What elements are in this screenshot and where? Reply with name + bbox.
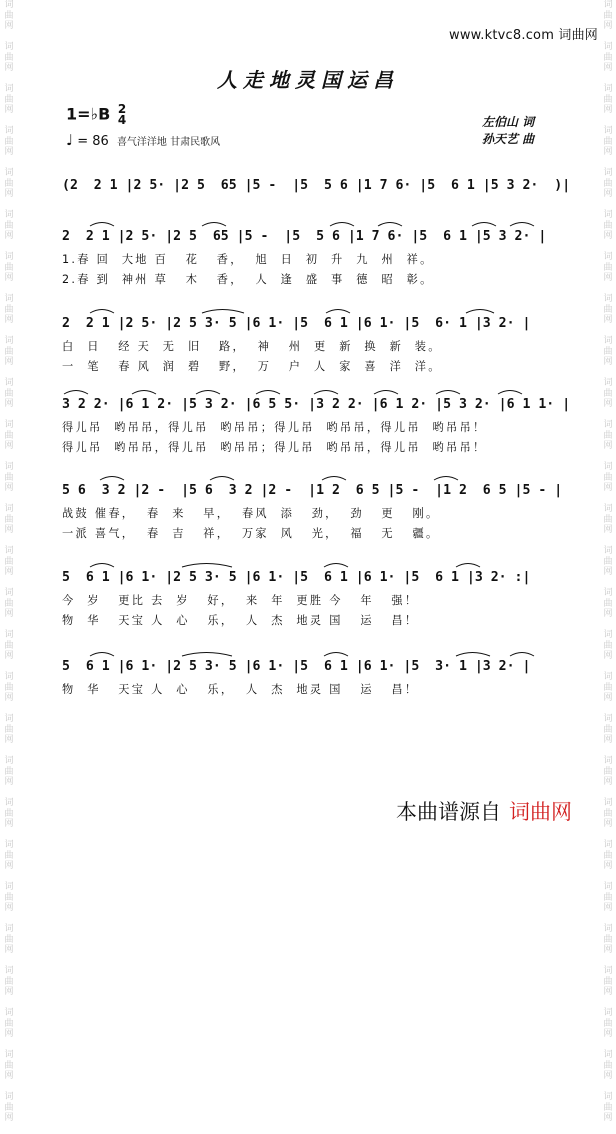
key-label: 1=♭B	[66, 104, 111, 124]
lyric-verse-1: 今 岁 更比 去 岁 好， 来 年 更胜 今 年 强！	[62, 594, 419, 607]
site-url[interactable]: www.ktvc8.com 词曲网	[448, 28, 598, 43]
lyric-verse-2: 得儿吊 哟吊吊，得儿吊 哟吊吊；得儿吊 哟吊吊，得儿吊 哟吊吊！	[62, 441, 487, 454]
watermark-left: 词 曲 网 词 曲 网 词 曲 网 词 曲 网 词 曲 网 词 曲 网 词 曲 网 词 曲 网 词 曲 网 词 曲 网 词 曲 网 词 曲 网 词 曲 网 词 曲 网 词 曲 网 词 曲 网 词 曲 网 词 曲 网 词 曲 网 词 曲 网 词 曲 网 词 曲 网 词 曲 网 词 曲 网 词 曲 网 词 曲 网 词 曲 网	[4, 0, 14, 1123]
slur-marks	[62, 560, 558, 568]
slur-marks	[62, 649, 558, 657]
source-text: 本曲谱源自	[396, 800, 501, 824]
lyric-verse-2: 物 华 天宝 人 心 乐， 人 杰 地灵 国 运 昌！	[62, 614, 419, 627]
lyric-verse-1: 物 华 天宝 人 心 乐， 人 杰 地灵 国 运 昌！	[62, 683, 419, 696]
slur-marks	[62, 473, 558, 481]
notation-line: 3 2 2· |6 1 2· |5 3 2· |6 5 5· |3 2 2· |6 1 2· |5 3 2· |6 1 1· |	[62, 397, 571, 412]
slur-marks	[62, 387, 558, 395]
tempo-value: = 86	[77, 134, 109, 149]
notation-line: 2 2 1 |2 5· |2 5 3· 5 |6 1· |5 6 1 |6 1· |5 6· 1 |3 2· |	[62, 316, 531, 331]
lyric-verse-1: 1.春 回 大地 百 花 香， 旭 日 初 升 九 州 祥。	[62, 253, 434, 266]
score-row-1	[62, 225, 558, 288]
lyric-verse-1: 得儿吊 哟吊吊，得儿吊 哟吊吊；得儿吊 哟吊吊，得儿吊 哟吊吊！	[62, 421, 487, 434]
tempo-marking	[66, 131, 220, 149]
lyric-verse-2: 2.春 到 神州 草 木 香， 人 逢 盛 事 德 昭 彰。	[62, 273, 434, 286]
notation-line: 2 2 1 |2 5· |2 5 65 |5 - |5 5 6 |1 7 6· |5 6 1 |5 3 2· |	[62, 229, 547, 244]
score-row-6	[62, 655, 558, 698]
lyric-verse-1: 白 日 经 天 无 旧 路， 神 州 更 新 换 新 装。	[62, 340, 442, 353]
slur-marks	[62, 306, 558, 314]
score-row-2	[62, 312, 558, 375]
brand-logo[interactable]: 词曲网	[509, 800, 572, 824]
time-bottom: 4	[117, 113, 127, 127]
key-signature	[66, 104, 126, 126]
score-row-3	[62, 393, 571, 456]
lyric-verse-2: 一 笔 春 风 润 碧 野， 万 户 人 家 喜 洋 洋。	[62, 360, 442, 373]
watermark-right: 词 曲 网 词 曲 网 词 曲 网 词 曲 网 词 曲 网 词 曲 网 词 曲 网 词 曲 网 词 曲 网 词 曲 网 词 曲 网 词 曲 网 词 曲 网 词 曲 网 词 曲 网 词 曲 网 词 曲 网 词 曲 网 词 曲 网 词 曲 网 词 曲 网 词 曲 网 词 曲 网 词 曲 网 词 曲 网 词 曲 网 词 曲 网	[603, 0, 613, 1123]
notation-line: (2 2 1 |2 5· |2 5 65 |5 - |5 5 6 |1 7 6· |5 6 1 |5 3 2· )|	[62, 178, 571, 193]
time-signature	[118, 104, 126, 126]
quarter-note-icon: ♩	[66, 131, 74, 149]
lyric-verse-2: 一派 喜气， 春 吉 祥， 万家 风 光， 福 无 疆。	[62, 527, 440, 540]
source-footer	[396, 796, 572, 826]
slur-marks	[62, 219, 558, 227]
song-title: 人走地灵国运昌	[217, 68, 399, 92]
notation-line: 5 6 3 2 |2 - |5 6 3 2 |2 - |1 2 6 5 |5 - |1 2 6 5 |5 - |	[62, 483, 563, 498]
score-row-5	[62, 566, 558, 629]
composer-credit: 孙天艺 曲	[482, 132, 535, 146]
lyricist-credit: 左伯山 词	[482, 115, 535, 129]
score-row-4	[62, 479, 563, 542]
score-row-intro	[62, 174, 571, 197]
lyric-verse-1: 战鼓 催春， 春 来 早， 春风 添 劲， 劲 更 刚。	[62, 507, 440, 520]
notation-line: 5 6 1 |6 1· |2 5 3· 5 |6 1· |5 6 1 |6 1· |5 3· 1 |3 2· |	[62, 659, 531, 674]
time-top: 2	[117, 102, 127, 116]
notation-line: 5 6 1 |6 1· |2 5 3· 5 |6 1· |5 6 1 |6 1· |5 6 1 |3 2· :|	[62, 570, 531, 585]
style-marking: 喜气洋洋地 甘肃民歌风	[116, 137, 221, 148]
